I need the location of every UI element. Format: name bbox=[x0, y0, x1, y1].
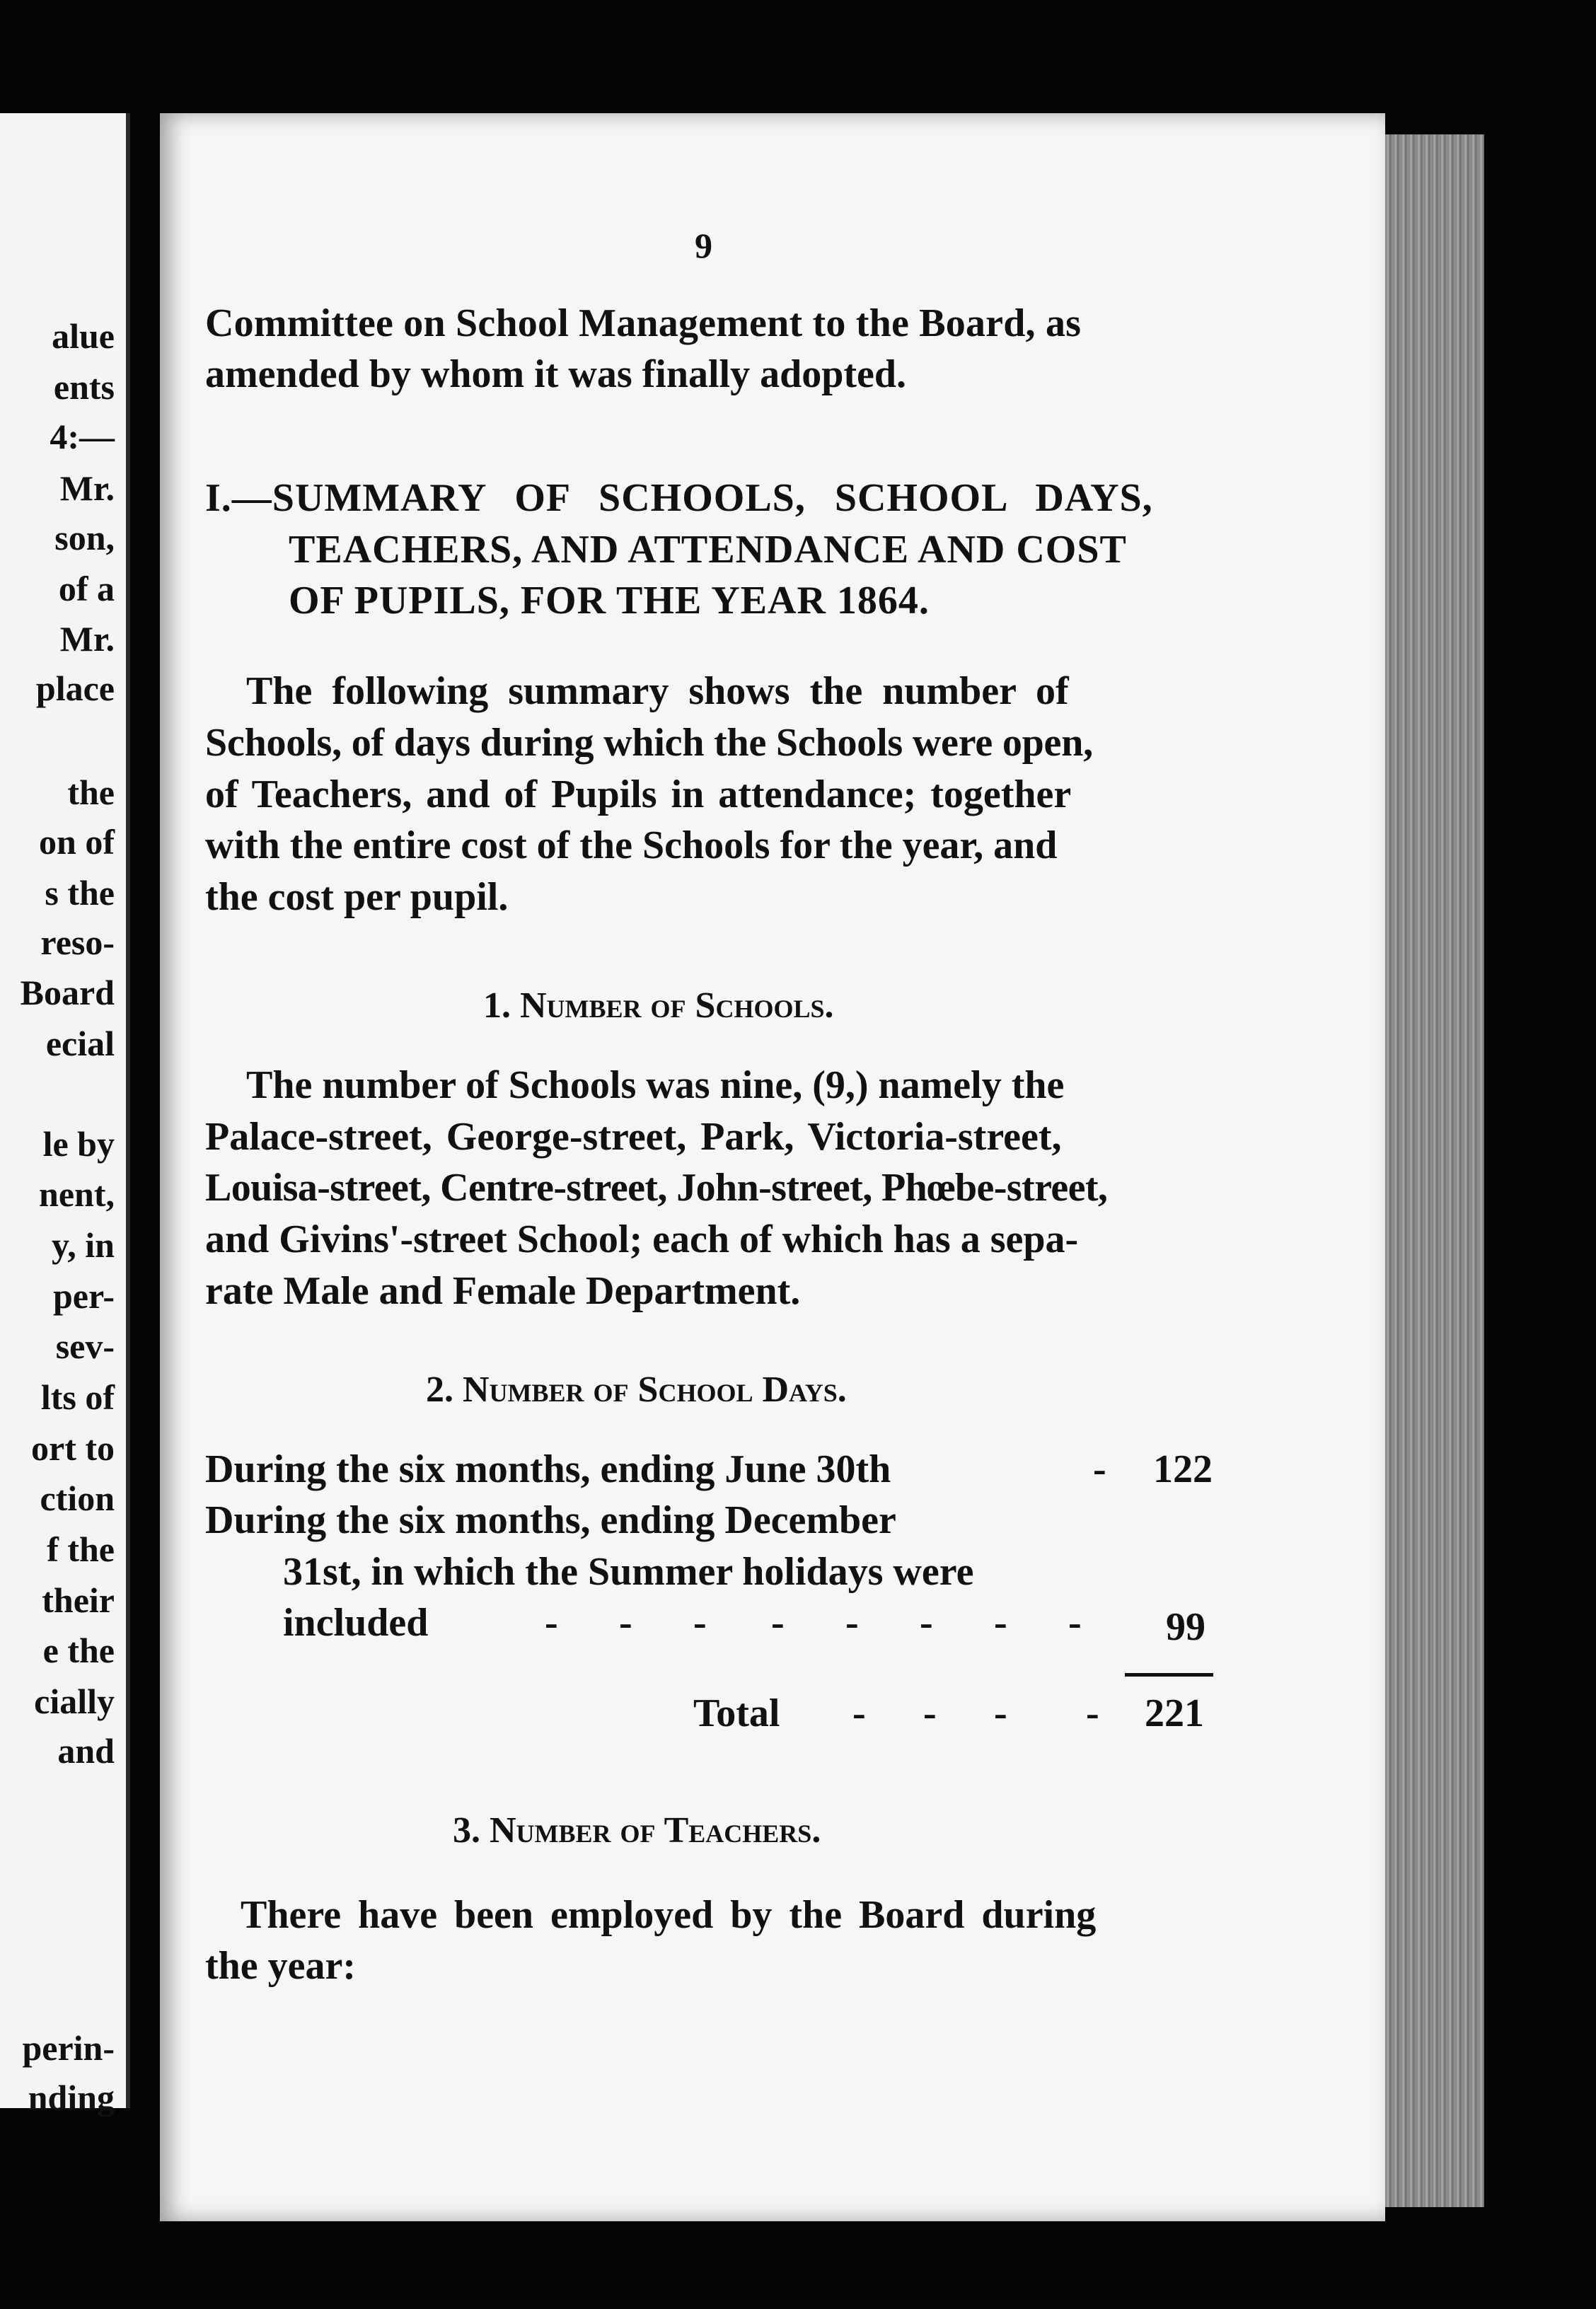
facing-page-fragment: ecial bbox=[45, 1024, 115, 1063]
leader-dash: - bbox=[1093, 1447, 1106, 1491]
schools-line: Palace-street, George-street, Park, Victoria-street, bbox=[205, 1115, 1062, 1159]
facing-page-fragment: their bbox=[42, 1580, 115, 1620]
teachers-line: the year: bbox=[205, 1944, 357, 1988]
leader-dash: - bbox=[845, 1601, 859, 1645]
days-row-label: During the six months, ending December bbox=[205, 1498, 896, 1542]
facing-page-fragment: ction bbox=[40, 1478, 115, 1518]
leader-dash: - bbox=[771, 1601, 785, 1645]
facing-page-fragment: e the bbox=[42, 1631, 115, 1670]
summary-line: with the entire cost of the Schools for the year, and bbox=[205, 823, 1058, 867]
leader-dash: - bbox=[619, 1601, 632, 1645]
days-row-label: included bbox=[283, 1601, 429, 1645]
facing-page-fragment: ents bbox=[53, 367, 115, 407]
facing-page-fragment: le by bbox=[42, 1124, 115, 1164]
leader-dash: - bbox=[852, 1691, 866, 1735]
facing-page-fragment: per- bbox=[53, 1276, 115, 1316]
facing-page-fragment: reso- bbox=[40, 922, 115, 962]
leader-dash: - bbox=[994, 1691, 1007, 1735]
facing-page-fragment: son, bbox=[54, 518, 115, 557]
summary-line: of Teachers, and of Pupils in attendance; together bbox=[205, 772, 1072, 816]
facing-page-fragment: perin- bbox=[22, 2028, 115, 2068]
leader-dash: - bbox=[994, 1601, 1007, 1645]
facing-page-left bbox=[0, 113, 130, 2117]
leader-dash: - bbox=[545, 1601, 558, 1645]
schools-line: Louisa-street, Centre-street, John-street, Phœbe-street, bbox=[205, 1166, 1108, 1210]
facing-page-fragment: the bbox=[67, 772, 115, 812]
schools-line: rate Male and Female Department. bbox=[205, 1269, 801, 1313]
leader-dash: - bbox=[693, 1601, 707, 1645]
section-title-line: OF PUPILS, FOR THE YEAR 1864. bbox=[289, 579, 930, 623]
facing-page-fragment: f the bbox=[47, 1529, 115, 1569]
facing-page-fragment: Mr. bbox=[59, 619, 115, 659]
leader-dash: - bbox=[1086, 1691, 1099, 1735]
facing-page-fragment: alue bbox=[52, 316, 115, 356]
summary-line: The following summary shows the number of bbox=[246, 669, 1069, 713]
leader-dash: - bbox=[920, 1601, 933, 1645]
days-heading: 2. Number of School Days. bbox=[426, 1370, 847, 1410]
days-row-label: 31st, in which the Summer holidays were bbox=[283, 1550, 974, 1594]
facing-page-fragment: Board bbox=[20, 973, 115, 1012]
schools-line: The number of Schools was nine, (9,) namely the bbox=[246, 1063, 1065, 1107]
facing-page-fragment: nent, bbox=[39, 1174, 115, 1214]
facing-page-fragment: nding bbox=[28, 2078, 115, 2117]
page-edge-stack bbox=[1385, 134, 1484, 2207]
schools-heading: 1. Number of Schools. bbox=[483, 985, 834, 1026]
page-number: 9 bbox=[695, 226, 712, 265]
leader-dash: - bbox=[923, 1691, 937, 1735]
total-value: 221 bbox=[1145, 1691, 1204, 1735]
facing-page-fragment: sev- bbox=[55, 1326, 115, 1366]
days-row-value: 99 bbox=[1166, 1605, 1205, 1649]
facing-page-fragment: ort to bbox=[31, 1428, 115, 1468]
intro-line: amended by whom it was finally adopted. bbox=[205, 352, 907, 396]
facing-page-fragment: y, in bbox=[52, 1225, 115, 1265]
teachers-heading: 3. Number of Teachers. bbox=[453, 1810, 821, 1851]
section-title-line: I.—SUMMARY OF SCHOOLS, SCHOOL DAYS, bbox=[205, 476, 1153, 520]
teachers-line: There have been employed by the Board during bbox=[241, 1893, 1097, 1937]
total-rule bbox=[1125, 1673, 1213, 1677]
days-row-label: During the six months, ending June 30th bbox=[205, 1447, 891, 1491]
facing-page-fragment: on of bbox=[39, 822, 115, 862]
facing-page-fragment: place bbox=[35, 669, 115, 708]
facing-page-fragment: Mr. bbox=[59, 468, 115, 508]
facing-page-fragment: lts of bbox=[40, 1377, 115, 1417]
facing-page-fragment: 4:— bbox=[50, 417, 115, 456]
facing-page-fragment: and bbox=[57, 1731, 115, 1771]
leader-dash: - bbox=[1068, 1601, 1082, 1645]
intro-line: Committee on School Management to the Board, as bbox=[205, 301, 1082, 345]
summary-line: the cost per pupil. bbox=[205, 875, 509, 919]
total-label: Total bbox=[693, 1691, 780, 1735]
schools-line: and Givins'-street School; each of which has a sepa- bbox=[205, 1217, 1079, 1261]
facing-page-fragment: of a bbox=[58, 569, 115, 608]
facing-page-fragment: s the bbox=[45, 873, 115, 913]
facing-page-fragment: cially bbox=[34, 1682, 115, 1721]
section-title-line: TEACHERS, AND ATTENDANCE AND COST bbox=[289, 528, 1127, 572]
days-row-value: 122 bbox=[1153, 1447, 1213, 1491]
summary-line: Schools, of days during which the Schools were open, bbox=[205, 721, 1093, 765]
